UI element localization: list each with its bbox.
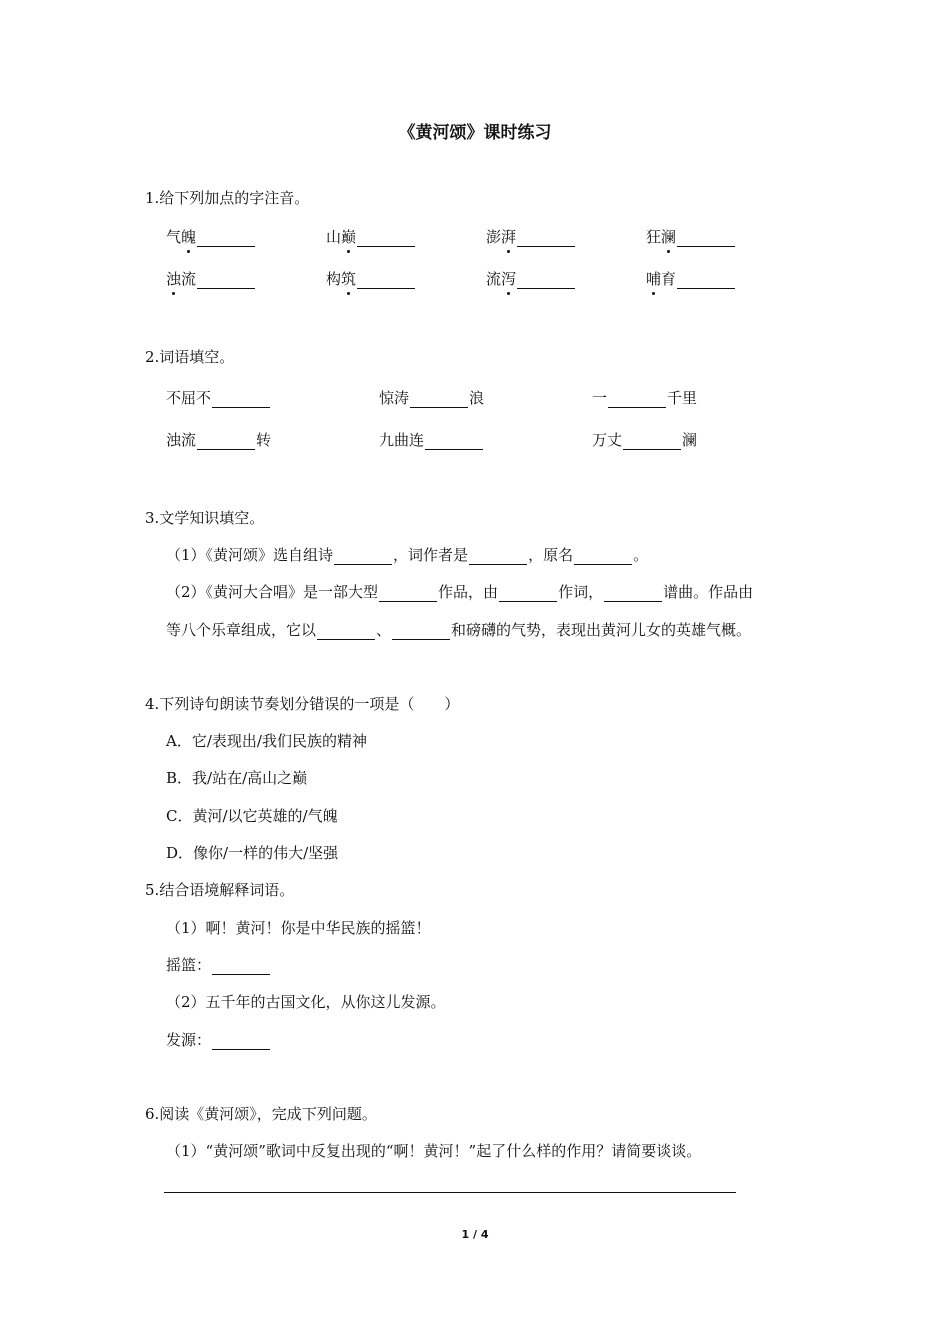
q1-item: 澎 湃 — [486, 226, 576, 247]
answer-blank[interactable] — [677, 232, 735, 247]
option-d[interactable]: D．像你/一样的伟大/坚强 — [166, 844, 339, 862]
answer-blank[interactable] — [357, 274, 415, 289]
answer-blank[interactable] — [604, 587, 662, 602]
answer-blank[interactable] — [212, 1035, 270, 1050]
answer-blank[interactable] — [469, 550, 527, 565]
answer-blank[interactable] — [392, 625, 450, 640]
q1-item: 流 泻 — [486, 268, 576, 289]
answer-blank[interactable] — [212, 393, 270, 408]
answer-blank[interactable] — [197, 232, 255, 247]
answer-blank[interactable] — [410, 393, 468, 408]
question-5-prompt: 5.结合语境解释词语。 — [145, 881, 295, 899]
q5-answer-1: 摇篮： — [166, 954, 271, 975]
answer-blank[interactable] — [197, 274, 255, 289]
question-4-prompt: 4.下列诗句朗读节奏划分错误的一项是（ ） — [145, 695, 460, 713]
answer-blank[interactable] — [197, 435, 255, 450]
answer-blank[interactable] — [212, 960, 270, 975]
q3-line-3: 等八个乐章组成，它以 、 和磅礴的气势，表现出黄河儿女的英雄气概。 — [166, 621, 752, 639]
q1-item: 山 巅 — [326, 226, 416, 247]
q5-answer-2: 发源： — [166, 1029, 271, 1050]
q2-item: 九曲连 — [379, 429, 484, 450]
answer-line[interactable] — [164, 1192, 736, 1193]
question-3-prompt: 3.文学知识填空。 — [145, 509, 265, 527]
q3-line-1: （1）《黄河颂》选自组诗 ，词作者是 ，原名 。 — [166, 546, 649, 564]
option-c[interactable]: C．黄河/以它英雄的/气魄 — [166, 807, 338, 825]
answer-blank[interactable] — [425, 435, 483, 450]
page-title: 《黄河颂》课时练习 — [398, 123, 552, 143]
q2-item: 一 千里 — [592, 389, 698, 407]
q1-item: 浊 流 — [166, 268, 256, 289]
q2-item: 万丈 澜 — [592, 431, 698, 449]
q1-item: 构 筑 — [326, 268, 416, 289]
answer-blank[interactable] — [317, 625, 375, 640]
answer-blank[interactable] — [608, 393, 666, 408]
question-6-prompt: 6.阅读《黄河颂》，完成下列问题。 — [145, 1105, 377, 1123]
answer-blank[interactable] — [517, 274, 575, 289]
q1-item: 狂 澜 — [646, 226, 736, 247]
answer-blank[interactable] — [574, 550, 632, 565]
q1-item: 气 魄 — [166, 226, 256, 247]
q5-sentence-2: （2）五千年的古国文化，从你这儿发源。 — [166, 993, 446, 1011]
q6-sentence-1: （1）“黄河颂”歌词中反复出现的“啊！黄河！”起了什么样的作用？请简要谈谈。 — [166, 1142, 702, 1160]
option-a[interactable]: A．它/表现出/我们民族的精神 — [166, 732, 367, 750]
answer-blank[interactable] — [499, 587, 557, 602]
answer-blank[interactable] — [334, 550, 392, 565]
answer-blank[interactable] — [357, 232, 415, 247]
q2-item: 惊涛 浪 — [379, 389, 485, 407]
q1-item: 哺 育 — [646, 268, 736, 289]
question-1-prompt: 1.给下列加点的字注音。 — [145, 189, 310, 207]
answer-blank[interactable] — [379, 587, 437, 602]
answer-blank[interactable] — [623, 435, 681, 450]
q3-line-2: （2）《黄河大合唱》是一部大型 作品，由 作词， 谱曲。作品由 — [166, 583, 754, 601]
page-number: 1 / 4 — [461, 1228, 489, 1241]
question-2-prompt: 2.词语填空。 — [145, 348, 235, 366]
answer-blank[interactable] — [677, 274, 735, 289]
answer-blank[interactable] — [517, 232, 575, 247]
q2-item: 不屈不 — [166, 387, 271, 408]
q5-sentence-1: （1）啊！黄河！你是中华民族的摇篮！ — [166, 919, 431, 937]
option-b[interactable]: B．我/站在/高山之巅 — [166, 769, 308, 787]
q2-item: 浊流 转 — [166, 431, 272, 449]
